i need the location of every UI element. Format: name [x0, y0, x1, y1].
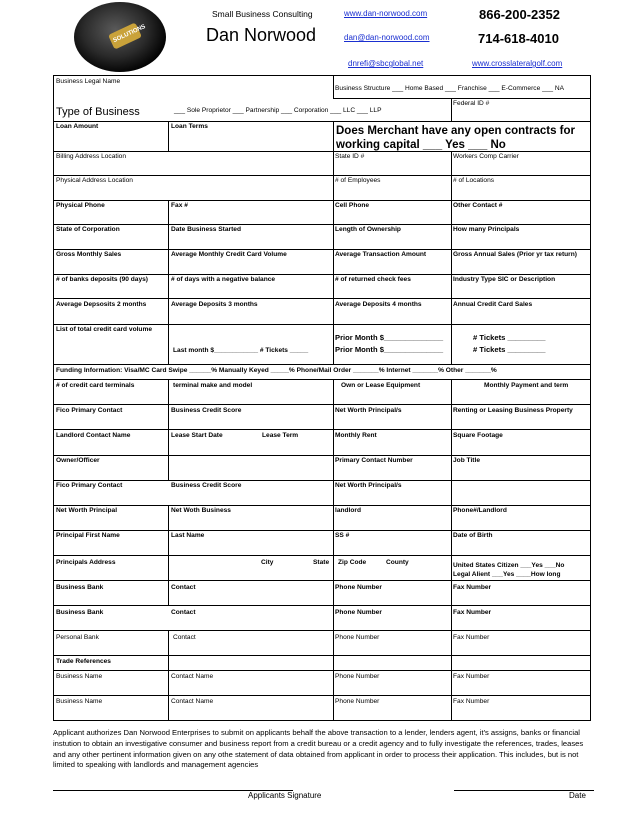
lease-term[interactable]: Lease Term [262, 432, 299, 439]
terminal-make-model[interactable]: terminal make and model [173, 382, 253, 389]
trade-references: Trade References [56, 658, 111, 665]
monthly-rent[interactable]: Monthly Rent [335, 432, 377, 439]
state-of-corporation[interactable]: State of Corporation [56, 226, 120, 233]
company-line: Small Business Consulting [212, 9, 313, 19]
prior-tickets-1[interactable]: # Tickets _________ [473, 333, 546, 342]
physical-phone[interactable]: Physical Phone [56, 202, 105, 209]
application-form [53, 75, 591, 721]
fico-primary-contact-2[interactable]: Fico Primary Contact [56, 482, 123, 489]
state-id[interactable]: State ID # [335, 153, 365, 160]
type-of-business: Type of Business [56, 106, 140, 118]
county[interactable]: County [386, 559, 409, 566]
negative-balance-days[interactable]: # of days with a negative balance [171, 276, 276, 283]
last-month-volume[interactable]: Last month $____________ # Tickets _____ [173, 347, 309, 354]
date-business-started[interactable]: Date Business Started [171, 226, 241, 233]
net-worth-principals-2[interactable]: Net Worth Principal/s [335, 482, 402, 489]
bank-contact-2[interactable]: Contact [171, 609, 196, 616]
email2-link[interactable]: dnrefi@sbcglobal.net [348, 59, 424, 68]
personal-bank-contact[interactable]: Contact [173, 634, 196, 641]
personal-bank[interactable]: Personal Bank [56, 634, 99, 641]
cc-terminals[interactable]: # of credit card terminals [56, 382, 135, 389]
bank-contact-1[interactable]: Contact [171, 584, 196, 591]
billing-address[interactable]: Billing Address Location [56, 153, 127, 160]
legal-alien[interactable]: Legal Alient ___Yes ____How long [453, 571, 561, 578]
date-label: Date [569, 791, 586, 800]
personal-bank-fax[interactable]: Fax Number [453, 634, 490, 641]
trade-phone-2[interactable]: Phone Number [335, 698, 380, 705]
business-bank-2[interactable]: Business Bank [56, 609, 104, 616]
federal-id[interactable]: Federal ID # [453, 100, 490, 107]
state[interactable]: State [313, 559, 330, 566]
bank-phone-1[interactable]: Phone Number [335, 584, 382, 591]
bank-deposits-90-days[interactable]: # of banks deposits (90 days) [56, 276, 148, 283]
own-or-lease[interactable]: Own or Lease Equipment [341, 382, 421, 389]
last-name[interactable]: Last Name [171, 532, 205, 539]
prior-month-2[interactable]: Prior Month $______________ [335, 345, 444, 354]
landlord-phone[interactable]: Phone#/Landlord [453, 507, 507, 514]
landlord-contact-name[interactable]: Landlord Contact Name [56, 432, 131, 439]
net-worth-business[interactable]: Net Woth Business [171, 507, 231, 514]
business-structure[interactable]: Business Structure ___ Home Based ___ Franchise ___ E-Commerce ___ NA [335, 85, 565, 92]
net-worth-principal[interactable]: Net Worth Principal [56, 507, 118, 514]
open-contracts-question[interactable]: Does Merchant have any open contracts for working capital ___ Yes ___ No [336, 125, 576, 152]
renting-leasing-property[interactable]: Renting or Leasing Business Property [453, 407, 573, 414]
trade-fax-2[interactable]: Fax Number [453, 698, 490, 705]
job-title[interactable]: Job Title [453, 457, 480, 464]
phone-1: 866-200-2352 [479, 7, 560, 22]
fax[interactable]: Fax # [171, 202, 188, 209]
trade-business-name-2[interactable]: Business Name [56, 698, 103, 705]
phone-2: 714-618-4010 [478, 31, 559, 46]
physical-address[interactable]: Physical Address Location [56, 177, 133, 184]
trade-business-name-1[interactable]: Business Name [56, 673, 103, 680]
prior-month-1[interactable]: Prior Month $______________ [335, 333, 444, 342]
email-link[interactable]: dan@dan-norwood.com [344, 33, 430, 42]
website2-link[interactable]: www.crosslateralgolf.com [472, 59, 563, 68]
square-footage[interactable]: Square Footage [453, 432, 503, 439]
num-locations[interactable]: # of Locations [453, 177, 495, 184]
lease-start-date[interactable]: Lease Start Date [171, 432, 223, 439]
authorization-text: Applicant authorizes Dan Norwood Enterprises to submit on applicants behalf the above transaction to a lender, lenders agent, it's assigns, banks or financial instution to obtain an investigative consumer and business report from a credit bureau or a credit agency and to fully investigate the references, trades, leases and any other pertinent information given on any othe statement of data obtained from applicant in order to process their application. This includes, but is not limited to speaking with landlords and management agencies [53, 728, 584, 770]
how-many-principals[interactable]: How many Principals [453, 226, 520, 233]
zip-code[interactable]: Zip Code [338, 559, 367, 566]
trade-phone-1[interactable]: Phone Number [335, 673, 380, 680]
avg-deposits-3-months[interactable]: Average Deposits 3 months [171, 301, 258, 308]
owner-officer[interactable]: Owner/Officer [56, 457, 100, 464]
logo-text: SOLUTIONS [112, 23, 147, 45]
other-contact[interactable]: Other Contact # [453, 202, 503, 209]
gross-annual-sales[interactable]: Gross Annual Sales (Prior yr tax return) [453, 251, 577, 258]
business-credit-score-2[interactable]: Business Credit Score [171, 482, 242, 489]
fico-primary-contact[interactable]: Fico Primary Contact [56, 407, 123, 414]
bank-phone-2[interactable]: Phone Number [335, 609, 382, 616]
business-legal-name[interactable]: Business Legal Name [56, 78, 121, 85]
website-link[interactable]: www.dan-norwood.com [344, 9, 428, 18]
avg-deposits-2-months[interactable]: Average Depsosits 2 months [56, 301, 147, 308]
trade-contact-name-2[interactable]: Contact Name [171, 698, 214, 705]
type-of-business-options[interactable]: ___ Sole Proprietor ___ Partnership ___ Corporation ___ LLC ___ LLP [174, 107, 382, 114]
length-of-ownership[interactable]: Length of Ownership [335, 226, 401, 233]
avg-monthly-cc-volume[interactable]: Average Monthly Credit Card Volume [171, 251, 287, 258]
workers-comp[interactable]: Workers Comp Carrier [453, 153, 519, 160]
gross-monthly-sales[interactable]: Gross Monthly Sales [56, 251, 122, 258]
us-citizen[interactable]: United States Citizen ___Yes ___No [453, 562, 565, 569]
personal-bank-phone[interactable]: Phone Number [335, 634, 380, 641]
business-bank-1[interactable]: Business Bank [56, 584, 104, 591]
loan-amount[interactable]: Loan Amount [56, 123, 99, 130]
returned-check-fees[interactable]: # of returned check fees [335, 276, 411, 283]
trade-contact-name-1[interactable]: Contact Name [171, 673, 214, 680]
applicant-signature-label: Applicants Signature [248, 791, 322, 800]
principals-address[interactable]: Principals Address [56, 559, 116, 566]
annual-cc-sales[interactable]: Annual Credit Card Sales [453, 301, 533, 308]
bank-fax-2[interactable]: Fax Number [453, 609, 492, 616]
monthly-payment-term[interactable]: Monthly Payment and term [484, 382, 569, 389]
solutions-logo [74, 2, 166, 72]
principal-first-name[interactable]: Principal First Name [56, 532, 120, 539]
ssn[interactable]: SS # [335, 532, 350, 539]
city[interactable]: City [261, 559, 274, 566]
funding-information[interactable]: Funding Information: Visa/MC Card Swipe ______% Manually Keyed _____% Phone/Mail Order _______% Internet _______% Other _______% [56, 367, 497, 374]
avg-transaction-amount[interactable]: Average Transaction Amount [335, 251, 427, 258]
loan-terms[interactable]: Loan Terms [171, 123, 208, 130]
num-employees[interactable]: # of Employees [335, 177, 381, 184]
industry-type[interactable]: Industry Type SIC or Description [453, 276, 556, 283]
cell-phone[interactable]: Cell Phone [335, 202, 370, 209]
primary-contact-number[interactable]: Primary Contact Number [335, 457, 413, 464]
date-of-birth[interactable]: Date of Birth [453, 532, 493, 539]
net-worth-principals[interactable]: Net Worth Principal/s [335, 407, 402, 414]
landlord[interactable]: landlord [335, 507, 362, 514]
avg-deposits-4-months[interactable]: Average Deposits 4 months [335, 301, 422, 308]
cc-volume-label: List of total credit card volume [56, 326, 152, 333]
trade-fax-1[interactable]: Fax Number [453, 673, 490, 680]
prior-tickets-2[interactable]: # Tickets _________ [473, 345, 546, 354]
business-credit-score[interactable]: Business Credit Score [171, 407, 242, 414]
bank-fax-1[interactable]: Fax Number [453, 584, 492, 591]
consultant-name: Dan Norwood [206, 25, 317, 45]
